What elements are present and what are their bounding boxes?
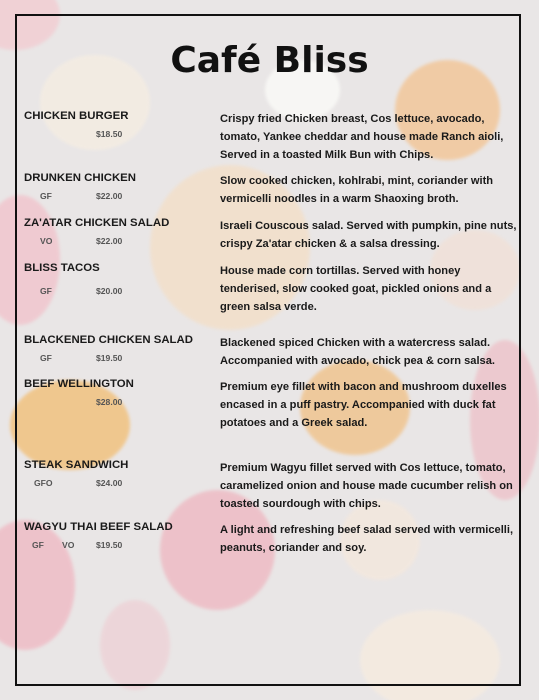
item-name: DRUNKEN CHICKEN [24,172,137,184]
cafe-title: Café Bliss [170,40,369,81]
item-price: $19.50 [96,353,123,363]
diet-tag: GFO [34,478,53,488]
item-price: $22.00 [96,236,123,246]
item-name: WAGYU THAI BEEF SALAD [24,521,173,533]
item-description: Israeli Couscous salad. Served with pumpkin, pine nuts, crispy Za'atar chicken & a salsa dressing. [220,220,517,250]
item-description: Premium Wagyu fillet served with Cos lettuce, tomato, caramelized onion and house made cucumber relish on toasted sourdough with chips. [220,462,513,510]
item-price: $19.50 [96,540,123,550]
diet-tag: VO [62,540,75,550]
item-name: STEAK SANDWICH [24,459,129,471]
item-price: $24.00 [96,478,123,488]
item-description: Premium eye fillet with bacon and mushroom duxelles encased in a puff pastry. Accompanied with duck fat potatoes and a Greek salad. [220,381,507,429]
diet-tag: VO [40,236,53,246]
item-description: Crispy fried Chicken breast, Cos lettuce, avocado, tomato, Yankee cheddar and house made Ranch aioli, Served in a toasted Milk Bun with Chips. [220,113,504,161]
item-price: $20.00 [96,286,123,296]
item-description: House made corn tortillas. Served with honey tenderised, slow cooked goat, pickled onions and a green salsa verde. [220,265,492,313]
item-price: $22.00 [96,191,123,201]
item-price: $18.50 [96,129,123,139]
item-name: CHICKEN BURGER [24,110,129,122]
diet-tag: GF [40,286,52,296]
item-description: A light and refreshing beef salad served with vermicelli, peanuts, coriander and soy. [220,524,514,554]
item-description: Blackened spiced Chicken with a watercress salad. Accompanied with avocado, chick pea & corn salsa. [220,337,495,367]
diet-tag: GF [40,353,52,363]
item-name: BLACKENED CHICKEN SALAD [24,334,193,346]
item-name: BLISS TACOS [24,262,100,274]
item-description: Slow cooked chicken, kohlrabi, mint, coriander with vermicelli noodles in a warm Shaoxing broth. [220,175,494,205]
item-name: ZA'ATAR CHICKEN SALAD [24,217,170,229]
diet-tag: GF [40,191,52,201]
diet-tag: GF [32,540,44,550]
item-price: $28.00 [96,397,123,407]
item-name: BEEF WELLINGTON [24,378,134,390]
